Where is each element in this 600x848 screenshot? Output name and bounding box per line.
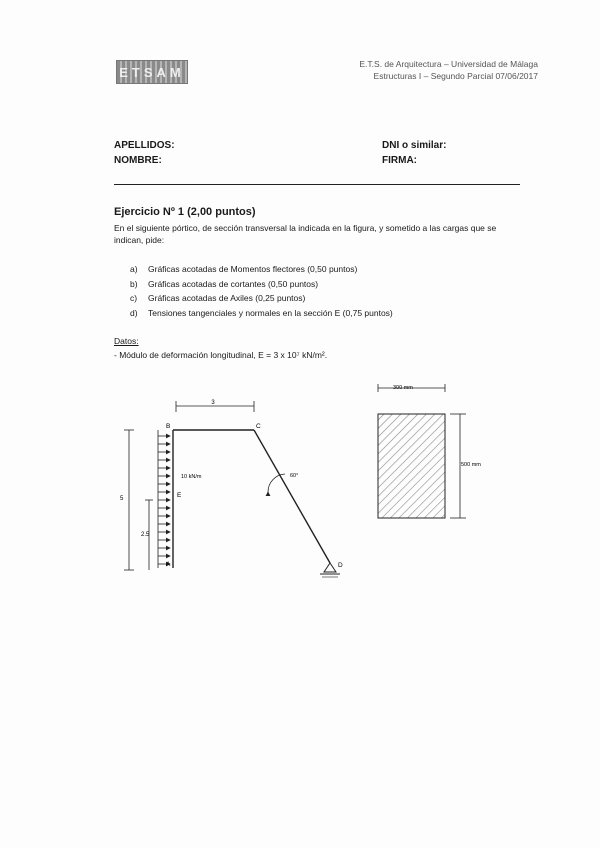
dimension-left (120, 430, 153, 570)
dimension-top (176, 400, 254, 412)
datos-line: - Módulo de deformación longitudinal, E = 3 x 10⁷ kN/m². (114, 350, 328, 360)
section-width-label: 300 mm (393, 385, 413, 391)
header-line-2: Estructuras I – Segundo Parcial 07/06/2017 (373, 71, 538, 81)
load-label: 10 kN/m (181, 474, 202, 480)
section-height-label: 500 mm (461, 462, 481, 468)
exercise-intro: En el siguiente pórtico, de sección transversal la indicada en la figura, y sometido a las cargas que se indican, pide: (114, 223, 497, 245)
angle-mark (268, 473, 298, 492)
frame-members (173, 430, 330, 568)
task-item: c) Gráficas acotadas de Axiles (0,25 puntos) (130, 293, 306, 303)
node-c-label: C (256, 423, 261, 430)
task-item: d) Tensiones tangenciales y normales en la sección E (0,75 puntos) (130, 307, 393, 318)
pin-support-icon (320, 563, 340, 577)
node-b-label: B (166, 423, 171, 430)
node-a-label: A (166, 561, 171, 568)
firma-label: FIRMA: (382, 155, 417, 166)
apellidos-label: APELLIDOS: (114, 140, 175, 151)
cross-section (378, 384, 481, 518)
distributed-load (158, 430, 202, 568)
node-e-label: E (177, 492, 182, 499)
dim-left-label: 5 (120, 496, 124, 502)
header-line-1: E.T.S. de Arquitectura – Universidad de Málaga (359, 59, 538, 69)
dim-lower-label: 2.5 (141, 532, 150, 538)
dni-label: DNI o similar: (382, 140, 447, 151)
node-d-label: D (338, 562, 343, 569)
task-item: a) Gráficas acotadas de Momentos flectores (0,50 puntos) (130, 264, 358, 274)
school-logo: ETSAM (116, 60, 188, 84)
datos-title: Datos: (114, 336, 139, 346)
exercise-title: Ejercicio Nº 1 (2,00 puntos) (114, 206, 256, 218)
task-item: b) Gráficas acotadas de cortantes (0,50 puntos) (130, 278, 319, 289)
dim-top-label: 3 (211, 400, 215, 406)
nombre-label: NOMBRE: (114, 155, 162, 166)
angle-label: 60° (290, 473, 299, 479)
